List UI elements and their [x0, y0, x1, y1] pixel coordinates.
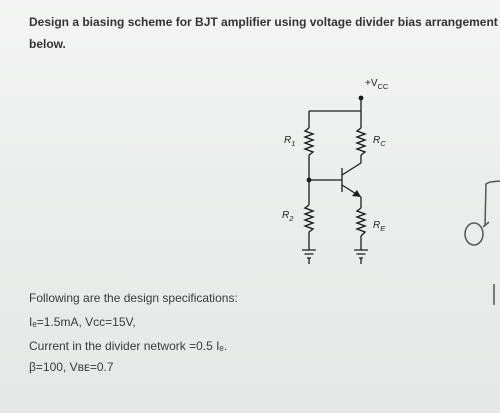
r1-label: $R_1$: [284, 135, 296, 148]
spec-divider-current: Current in the divider network =0.5 Iₑ.: [29, 339, 228, 353]
re-ground-symbol: [354, 250, 368, 264]
spec-current-voltage: Iₑ=1.5mA, Vᴄᴄ=15V,: [29, 315, 136, 329]
r2-ground-symbol: [302, 250, 316, 264]
rc-label: $R_C$: [373, 135, 386, 148]
r1-resistor: [305, 128, 313, 155]
vcc-label: $+V_{CC}$: [365, 78, 389, 91]
specs-heading: Following are the design specifications:: [29, 291, 238, 305]
r2-label: $R_2$: [282, 210, 294, 223]
r2-resistor: [305, 205, 313, 232]
bjt-npn-transistor: [342, 163, 361, 197]
partial-figure-right-edge: [465, 181, 500, 305]
question-line-1: Design a biasing scheme for BJT amplifier using voltage divider bias arrangement: [29, 15, 498, 29]
rc-resistor: [357, 128, 365, 155]
question-line-2: below.: [29, 37, 66, 51]
re-resistor: [357, 208, 365, 236]
spec-beta-vbe: β=100, Vʙᴇ=0.7: [29, 360, 114, 374]
re-label: $R_E$: [373, 220, 386, 233]
